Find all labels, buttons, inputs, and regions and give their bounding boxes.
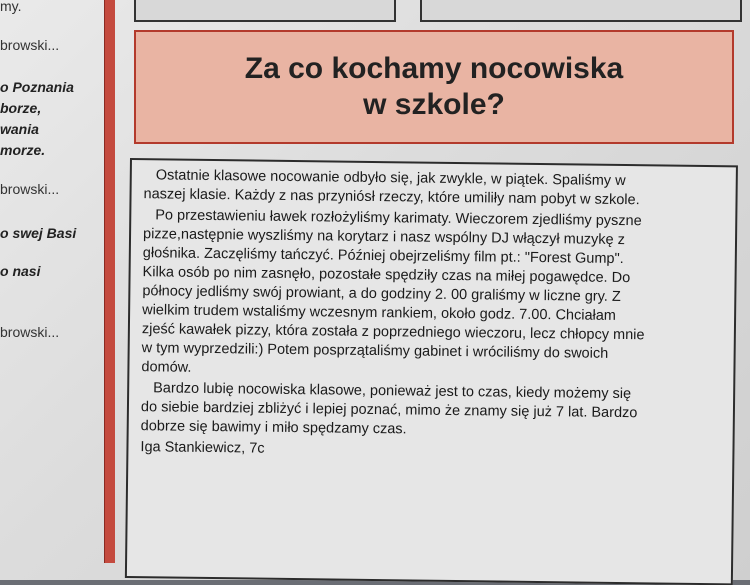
article-paragraph: Bardzo lubię nocowiska klasowe, ponieważ jest to czas, kiedy możemy się do siebie bardziej zbliżyć i lepiej poznać, mimo że znamy się już 7 lat. Bardzo dobrze się bawimy i miło spędzamy czas. (140, 380, 638, 438)
left-column (0, 0, 112, 563)
left-column-line: borze, (0, 100, 42, 116)
top-box-right (420, 0, 742, 22)
left-column-line: o nasi (0, 263, 41, 279)
article-box (125, 158, 738, 585)
left-column-line: morze. (0, 142, 46, 158)
article-signature: Iga Stankiewicz, 7c (140, 439, 265, 457)
article-paragraph: Ostatnie klasowe nocowanie odbyło się, jak zwykle, w piątek. Spaliśmy w naszej klasie. Każdy z nas przyniósł rzeczy, które umiliły nam pobyt w szkole. (143, 167, 640, 209)
article-title-box (134, 30, 734, 144)
article-body (140, 166, 654, 465)
left-column-line: my. (0, 0, 22, 14)
article-paragraph: Po przestawieniu ławek rozłożyliśmy karimaty. Wieczorem zjedliśmy pyszne pizze,następnie wyszliśmy na korytarz i nasz wspólny DJ włączył muzykę z głośnika. Zaczęliśmy tańczyć. Później obejrzeliśmy film pt.: "Forest Gump". Kilka osób po nim zasnęło, pozostałe spędziły czas na miłej pogawędce. Do północy jedliśmy swój prowiant, a do godziny 2. 00 graliśmy w liczne gry. Z wielkim trudem wstaliśmy wczesnym rankiem, około godz. 7.00. Chciałam zjeść kawałek pizzy, która została z poprzedniego wieczoru, lecz chłopcy mnie w tym wyprzedzili:) Potem posprzątaliśmy gabinet i wróciliśmy do swoich domów. (141, 207, 645, 376)
article-title (245, 51, 623, 123)
left-column-line: o swej Basi (0, 225, 77, 241)
left-column-line: o Poznania (0, 79, 74, 95)
top-box-left (134, 0, 396, 22)
left-column-line: browski... (0, 181, 60, 197)
article-title-line1: Za co kochamy nocowiska (244, 52, 624, 85)
article-title-line2: w szkole? (363, 88, 505, 121)
left-column-line: wania (0, 121, 39, 137)
left-column-line: browski... (0, 324, 60, 340)
left-column-line: browski... (0, 37, 60, 53)
left-red-band (104, 0, 115, 563)
